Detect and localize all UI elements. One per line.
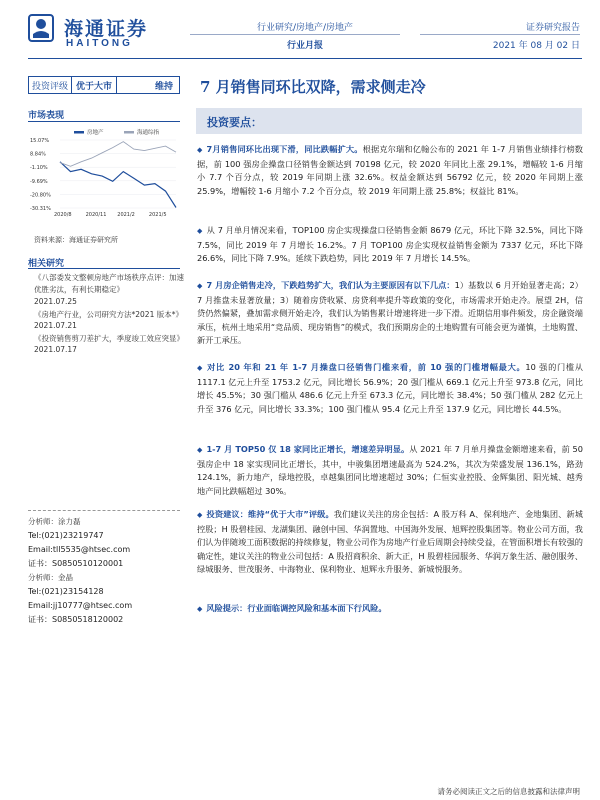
logo-text-cn: 海通证券 bbox=[64, 18, 149, 40]
y-tick-label: -1.10% bbox=[30, 165, 48, 172]
key-point-body: 1）基数以 6 月开始显著走高；2）7 月推盘未显著放量；3）随着房贷收紧、房贷利率提升等政策的变化，市场需求开始走冷。展望 2H，信贷仍然偏紧，叠加需求侧开始走冷，我们认为销售累计增速将进一步下滑。近期信用事件频发，房企融资端承压，杭州土地采用“竞品质、现房销售”的模式，我们预期房企的土地购置有可能会更为谨慎，土地购置、新开工承压。 bbox=[197, 280, 583, 345]
key-point-lead: 7 月房企销售走冷，下跌趋势扩大，我们认为主要原因有以下几点： bbox=[206, 280, 455, 290]
related-item[interactable]: 《投资销售剪刀差扩大，季度竣工效应突显》2021.07.17 bbox=[34, 333, 184, 354]
header-divider-right bbox=[420, 34, 580, 35]
x-tick-label: 2020/11 bbox=[85, 212, 107, 218]
key-point-body: 我们建议关注的房企包括：A 股万科 A、保利地产、金地集团、新城控股；H 股碧桂园、龙湖集团、融创中国、华润置地、中国海外发展、旭辉控股集团等。物业公司方面，我们认为伴随竣工面积数据的持续修复，物业公司作为房地产行业后周期会持续受益，在管面积增长有较强的确定性，建议关注的物业公司包括：A 股招商积余、新大正，H 股碧桂园服务、华润万象生活、融创服务、绿城服务、世茂服务、中海物业、保利物业、旭辉永升服务、新城悦服务。 bbox=[197, 509, 583, 574]
y-tick-label: 15.07% bbox=[30, 138, 50, 144]
key-point-lead: 投资建议：维持“优于大市”评级。 bbox=[206, 509, 334, 519]
key-point-paragraph bbox=[197, 361, 583, 416]
related-research-list bbox=[34, 272, 184, 357]
haitong-logo-icon bbox=[28, 14, 54, 42]
y-tick-label: -20.80% bbox=[30, 192, 51, 199]
report-type: 行业月报 bbox=[286, 41, 323, 51]
header-bottom-rule bbox=[28, 58, 582, 59]
y-tick-label: -30.31% bbox=[30, 206, 51, 212]
related-heading-rule bbox=[28, 268, 180, 269]
y-tick-label: 8.84% bbox=[30, 151, 46, 158]
key-point-body: 10 强的门槛从 1117.1 亿元上升至 1753.2 亿元，同比增长 56.9%；20 强门槛从 669.1 亿元上升至 973.8 亿元，同比增长 45.5%；30 强门槛从 486.6 亿元上升至 673.3 亿元，同比增长 38.4%；50 强门槛从 282 亿元上升至 376 亿元，同比增长 33.3%；100 强门槛从 95.4 亿元上升至 137.9 亿元，同比增长 44.5%。 bbox=[197, 362, 583, 414]
key-point-paragraph bbox=[197, 602, 583, 617]
analyst-tel: Tel:(021)23154128 bbox=[28, 587, 104, 596]
related-item-date: 2021.07.25 bbox=[34, 297, 77, 306]
key-point-lead: 风险提示：行业面临调控风险和基本面下行风险。 bbox=[206, 603, 387, 613]
key-point-body: 从 2021 年 7 月单月操盘金额增速来看，前 50 强房企中 18 家实现同比正增长，其中，中骏集团增速最高为 524.2%，其次为荣盛发展 136.1%，路劲 124.1%，新力地产，绿地控股，卓越集团同比增速超过 30%；仁恒实业控股、金辉集团、阳光城、越秀地产同比跌幅超过 30%。 bbox=[197, 444, 583, 496]
key-point-paragraph bbox=[197, 224, 583, 266]
legend-swatch-index bbox=[124, 131, 134, 134]
header-divider bbox=[190, 34, 400, 35]
market-performance-chart bbox=[28, 126, 180, 226]
report-title: 7 月销售同环比双降，需求侧走冷 bbox=[200, 78, 426, 96]
rating-value: 优于大市 bbox=[72, 77, 117, 93]
key-point-lead: 7月销售同环比出现下滑，同比跌幅扩大。 bbox=[206, 144, 363, 154]
diamond-bullet-icon: ◆ bbox=[197, 146, 203, 154]
key-point-paragraph bbox=[197, 143, 583, 198]
company-report-type: 证券研究报告 bbox=[525, 23, 580, 33]
diamond-bullet-icon: ◆ bbox=[197, 282, 203, 290]
investment-rating bbox=[28, 76, 180, 94]
key-points-title: 投资要点： bbox=[207, 116, 262, 129]
key-point-paragraph bbox=[197, 508, 583, 577]
key-point-body: 根据克尔瑞和亿翰公布的 2021 年 1-7 月销售业绩排行榜数据，前 100 强房企操盘口径销售金额达到 70198 亿元，较 2020 年同比上涨 29.1%，增幅较 1-6 月缩小 7.7 个百分点，较 2019 年同期上涨 32.6%。权益金额达到 56792 亿元，较 2020 年同期上涨 25.9%，增幅较 1-6 月缩小 7.2 个百分点，较 2019 年同期上涨 25.8%；权益比 81%。 bbox=[197, 144, 583, 196]
diamond-bullet-icon: ◆ bbox=[197, 364, 204, 372]
report-date: 2021 年 08 月 02 日 bbox=[492, 41, 580, 51]
analyst-email[interactable]: Email:tll5535@htsec.com bbox=[28, 545, 131, 554]
key-point-paragraph bbox=[197, 279, 583, 348]
legend-swatch-realestate bbox=[74, 131, 84, 134]
x-tick-label: 2021/2 bbox=[117, 212, 135, 218]
legend-label-index: 海通综指 bbox=[137, 130, 160, 136]
legend-label-realestate: 房地产 bbox=[87, 130, 104, 136]
chart-source: 资料来源：海通证券研究所 bbox=[34, 236, 118, 244]
rating-action: 维持 bbox=[154, 81, 173, 92]
rating-label: 投资评级 bbox=[29, 77, 72, 93]
x-tick-label: 2021/5 bbox=[148, 212, 167, 218]
diamond-bullet-icon: ◆ bbox=[197, 446, 203, 454]
report-category: 行业研究/房地产/房地产 bbox=[256, 23, 354, 33]
key-point-lead: 对比 20 年和 21 年 1-7 月操盘口径销售门槛来看，前 10 强的门槛增幅最大。 bbox=[207, 362, 526, 372]
x-tick-label: 2020/8 bbox=[54, 212, 72, 218]
related-heading: 相关研究 bbox=[28, 259, 65, 269]
analyst-cert: 证书：S0850518120002 bbox=[28, 615, 124, 624]
logo-text-en: HAITONG bbox=[66, 38, 133, 49]
y-tick-label: -9.69% bbox=[30, 178, 48, 185]
key-point-body: 从 7 月单月情况来看，TOP100 房企实现操盘口径销售金额 8679 亿元，环比下降 32.5%，同比下降 7.5%，同比 2019 年 7 月增长 16.2%。7 月 TOP100 房企实现权益销售金额为 7337 亿元，环比下降 26.6%，同比下降 7.9%。延续下跌趋势，同比 2019 年 7 月增长 14.5%。 bbox=[197, 225, 583, 263]
market-heading-rule bbox=[28, 121, 180, 122]
analyst-email[interactable]: Email:jj10777@htsec.com bbox=[28, 601, 133, 610]
analyst-cert: 证书：S0850510120001 bbox=[28, 559, 124, 568]
key-point-lead: 1-7 月 TOP50 仅 18 家同比正增长，增速差异明显。 bbox=[206, 444, 410, 454]
analyst-name: 分析师：涂力磊 bbox=[28, 517, 81, 526]
analyst-contacts bbox=[28, 510, 180, 627]
related-item[interactable]: 《八部委发文整顿房地产市场秩序点评：加速优胜劣汰，有利长期稳定》 bbox=[34, 273, 184, 294]
diamond-bullet-icon: ◆ bbox=[197, 511, 203, 519]
key-point-paragraph bbox=[197, 443, 583, 498]
analyst-name: 分析师：金晶 bbox=[28, 573, 73, 582]
diamond-bullet-icon: ◆ bbox=[197, 227, 203, 235]
legal-disclaimer: 请务必阅读正文之后的信息披露和法律声明 bbox=[437, 787, 580, 796]
series-line-realestate bbox=[60, 162, 176, 208]
analyst-tel: Tel:(021)23219747 bbox=[28, 531, 104, 540]
related-item[interactable]: 《房地产行业，公司研究方法*2021 版本*》2021.07.21 bbox=[34, 309, 183, 330]
report-header bbox=[0, 0, 600, 62]
market-heading: 市场表现 bbox=[28, 111, 65, 121]
series-line-index bbox=[60, 142, 176, 167]
diamond-bullet-icon: ◆ bbox=[197, 605, 203, 613]
